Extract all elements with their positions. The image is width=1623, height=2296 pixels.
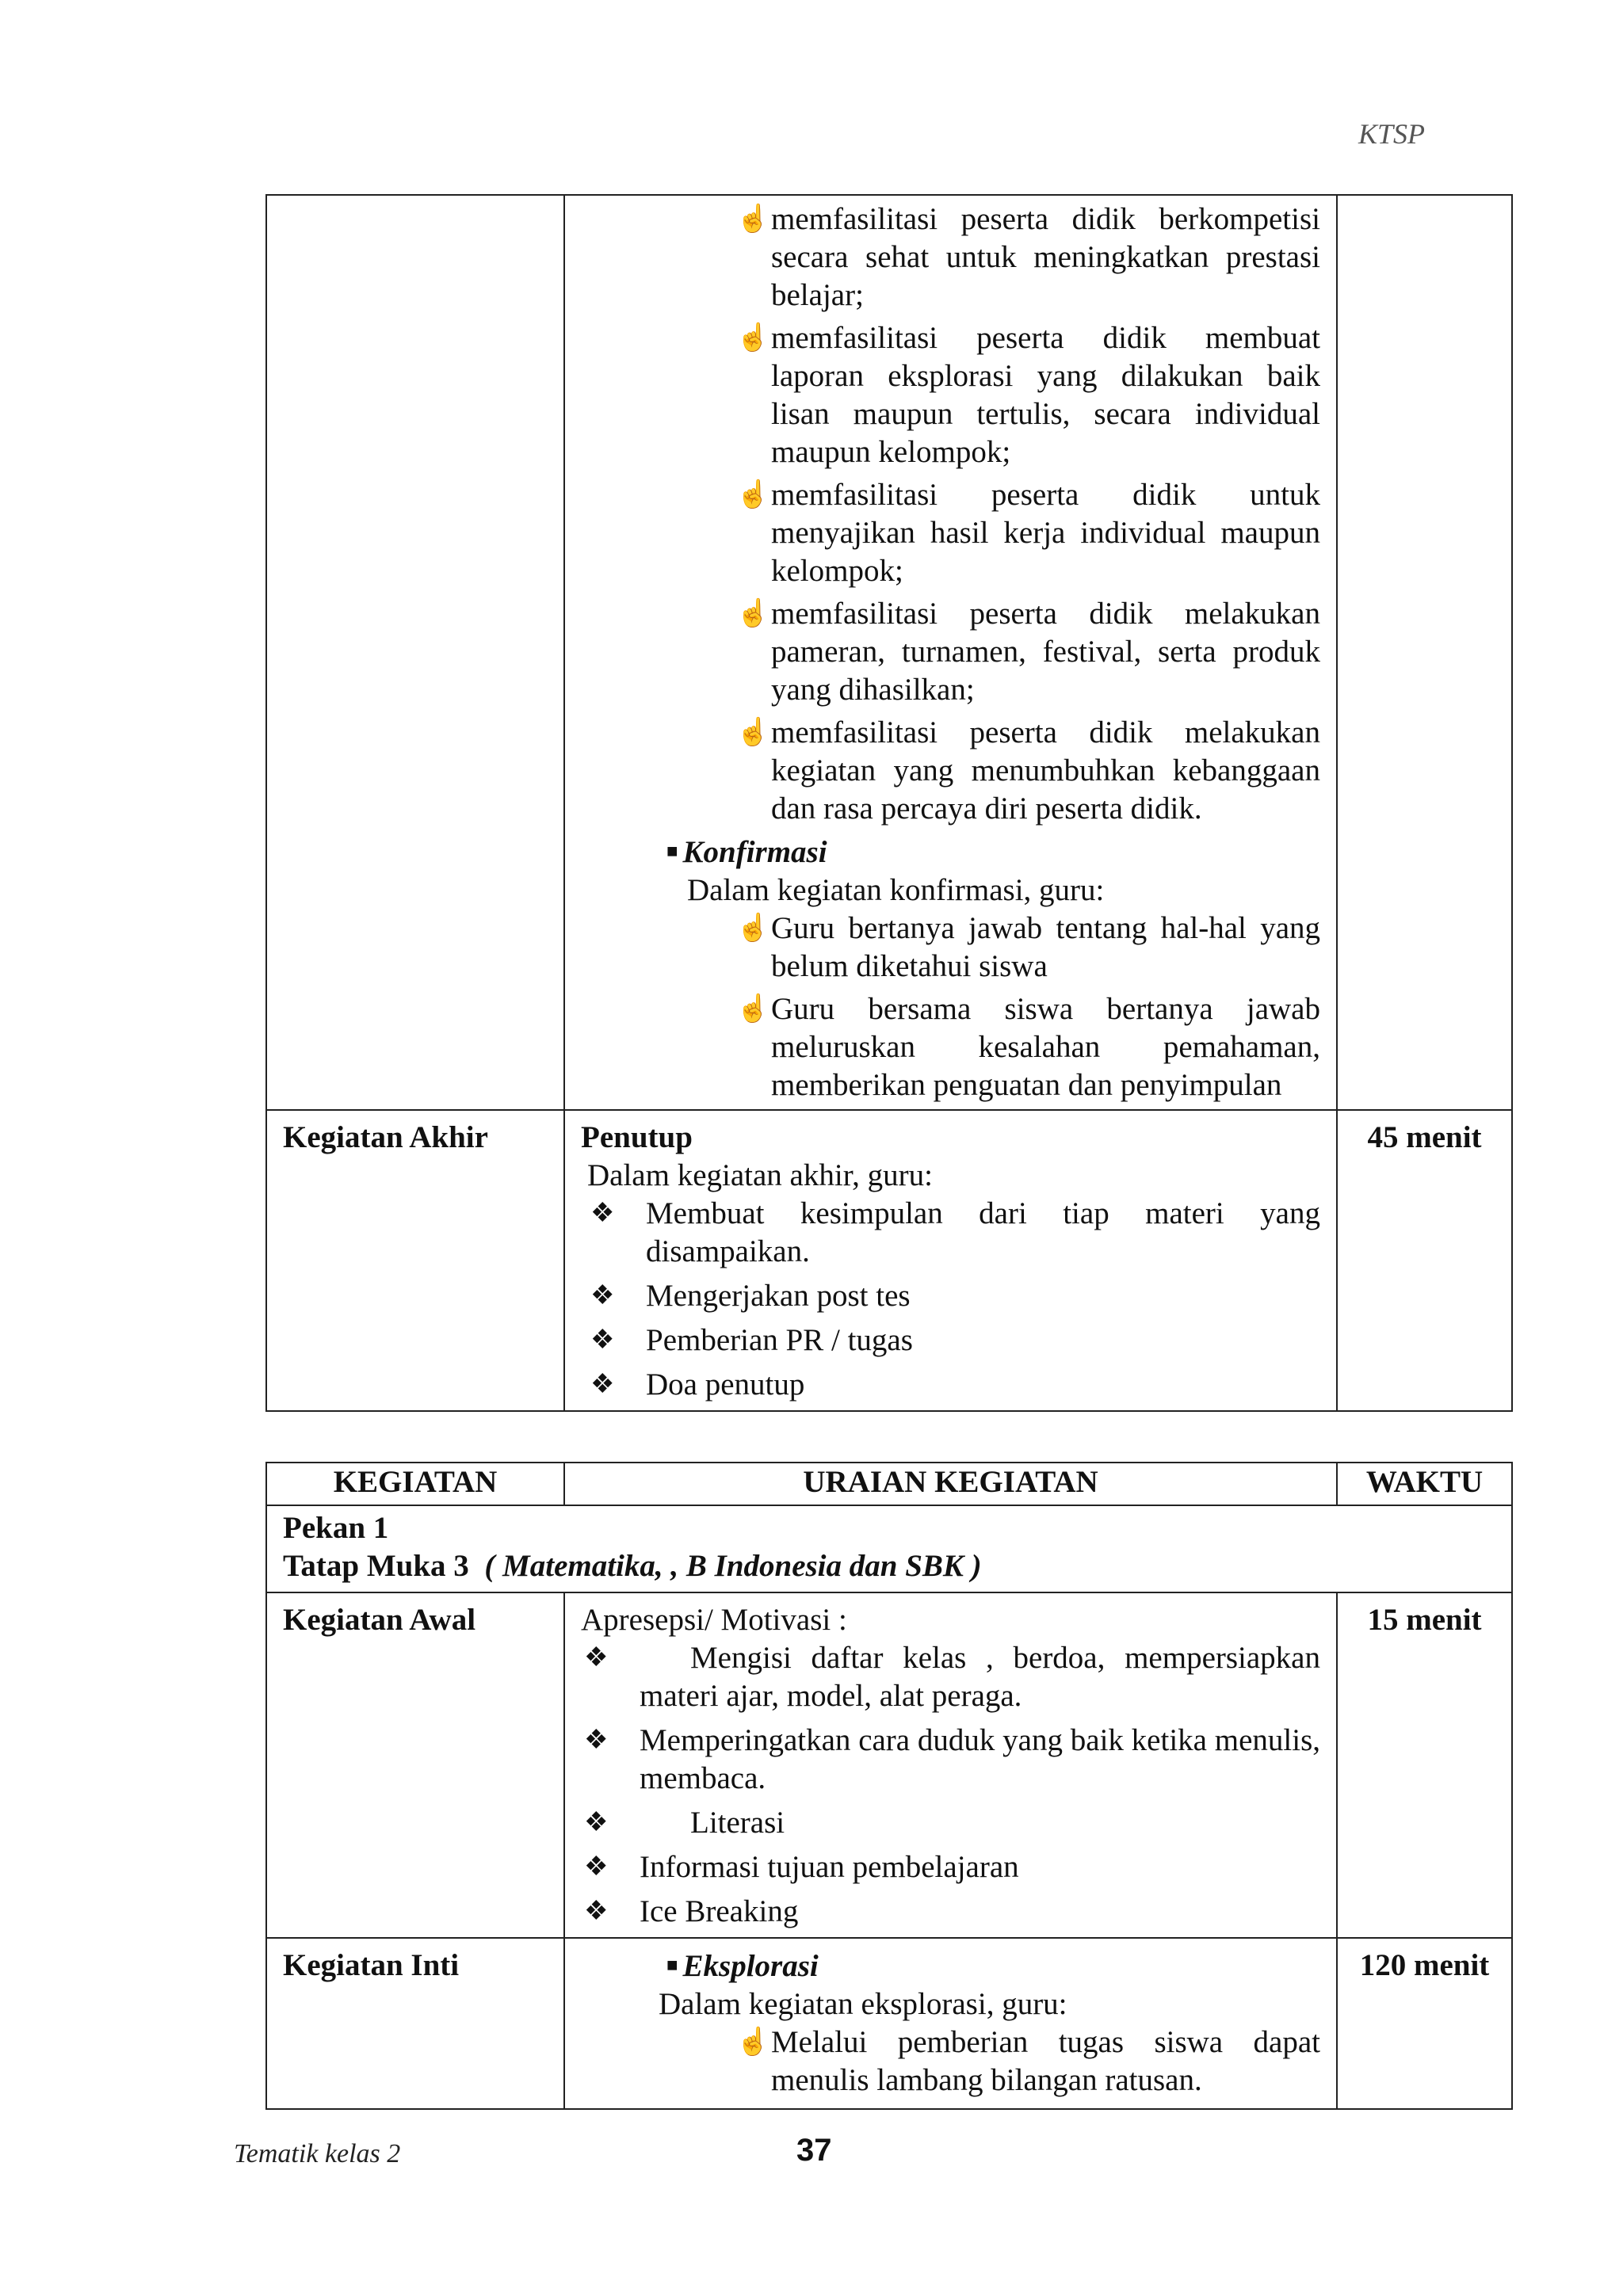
list-item: ❖ Membuat kesimpulan dari tiap materi yang disampaikan. [590,1196,1320,1268]
awal-list [565,1639,1320,1931]
hand-pointer-icon: ☝ [736,204,770,234]
apresepsi-intro: Apresepsi/ Motivasi : [581,1603,847,1637]
list-item: ☝ memfasilitasi peserta didik untuk menyajikan hasil kerja individual maupun kelompok; [736,478,1320,588]
diamond-bullet-icon: ❖ [590,1281,615,1310]
diamond-bullet-icon: ❖ [584,1643,609,1672]
konfirmasi-intro: Dalam kegiatan konfirmasi, guru: [687,873,1105,907]
hand-pointer-icon: ☝ [736,323,770,353]
time-value: 120 menit [1337,1938,1512,2109]
description-cell [564,1938,1337,2109]
list-item: ❖ Literasi [584,1804,1320,1842]
list-item: ☝ Guru bertanya jawab tentang hal-hal yang belum diketahui siswa [736,911,1320,983]
activity-label: Kegiatan Akhir [266,1110,564,1411]
diamond-bullet-icon: ❖ [590,1370,615,1399]
list-item: ❖ Informasi tujuan pembelajaran [584,1848,1320,1886]
hand-pointer-icon: ☝ [736,2027,770,2057]
diamond-bullet-icon: ❖ [590,1199,615,1228]
table-row [266,1110,1512,1411]
hand-pointer-icon: ☝ [736,599,770,628]
hand-pointer-icon: ☝ [736,480,770,509]
lesson-table [265,1462,1513,2110]
session-cell [266,1505,1512,1592]
list-item: ❖ Pemberian PR / tugas [590,1322,1320,1360]
hand-pointer-icon: ☝ [736,913,770,943]
akhir-list [565,1195,1320,1404]
time-value: 15 menit [1337,1592,1512,1938]
list-item: ☝ Guru bersama siswa bertanya jawab meluruskan kesalahan pemahaman, memberikan penguatan dan penyimpulan [736,992,1320,1102]
description-cell [564,1110,1337,1411]
diamond-bullet-icon: ❖ [584,1852,609,1882]
square-bullet-icon: ■ [666,841,678,862]
footer-title: Tematik kelas 2 [234,2139,401,2168]
list-item: ☝ memfasilitasi peserta didik melakukan kegiatan yang menumbuhkan kebanggaan dan rasa percaya diri peserta didik. [736,715,1320,826]
hand-pointer-icon: ☝ [736,994,770,1024]
tatap-muka-label: Tatap Muka 3 ( Matematika, , B Indonesia dan SBK ) [283,1549,982,1583]
header-tag: KTSP [1358,118,1425,150]
table-row [266,1592,1512,1938]
column-header: WAKTU [1337,1463,1512,1505]
diamond-bullet-icon: ❖ [584,1726,609,1755]
time-value: 45 menit [1337,1110,1512,1411]
description-cell [564,1592,1337,1938]
diamond-bullet-icon: ❖ [584,1808,609,1837]
diamond-bullet-icon: ❖ [584,1897,609,1926]
tatap-muka-subjects: ( Matematika, , B Indonesia dan SBK ) [484,1549,982,1583]
pekan-label: Pekan 1 [283,1511,389,1545]
column-header: URAIAN KEGIATAN [564,1463,1337,1505]
penutup-heading: Penutup [581,1120,693,1154]
table-row [266,195,1512,1110]
list-item: ❖ Doa penutup [590,1366,1320,1404]
table-row [266,1938,1512,2109]
eksplorasi-list [565,2023,1320,2100]
list-item: ❖ Mengerjakan post tes [590,1277,1320,1315]
list-item: ☝ Melalui pemberian tugas siswa dapat menulis lambang bilangan ratusan. [736,2025,1320,2097]
konfirmasi-list [565,910,1320,1104]
activity-label: Kegiatan Awal [266,1592,564,1938]
list-item: ❖ Ice Breaking [584,1893,1320,1931]
hand-pointer-icon: ☝ [736,718,770,747]
page-number: 37 [796,2133,832,2168]
square-bullet-icon: ■ [666,1955,678,1976]
list-item: ❖ Memperingatkan cara duduk yang baik ketika menulis, membaca. [584,1723,1320,1795]
eksplorasi-heading: ■ Eksplorasi [666,1949,819,1983]
table-header-row [266,1463,1512,1505]
list-item: ☝ memfasilitasi peserta didik melakukan pameran, turnamen, festival, serta produk yang dihasilkan; [736,597,1320,707]
diamond-bullet-icon: ❖ [590,1325,615,1355]
list-item: ☝ memfasilitasi peserta didik membuat laporan eksplorasi yang dilakukan baik lisan maupun tertulis, secara individual maupun kelompok; [736,321,1320,469]
time-cell [1337,195,1512,1110]
description-cell [564,195,1337,1110]
akhir-intro: Dalam kegiatan akhir, guru: [587,1158,933,1192]
lesson-table-continued [265,194,1513,1412]
list-item: ☝ memfasilitasi peserta didik berkompetisi secara sehat untuk meningkatkan prestasi belajar; [736,202,1320,312]
konfirmasi-heading: ■ Konfirmasi [666,835,827,869]
column-header: KEGIATAN [266,1463,564,1505]
activity-label: Kegiatan Inti [266,1938,564,2109]
table-row [266,1505,1512,1592]
activity-cell [266,195,564,1110]
eksplorasi-intro: Dalam kegiatan eksplorasi, guru: [659,1987,1067,2021]
continued-list [565,200,1320,828]
list-item: ❖ Mengisi daftar kelas , berdoa, mempersiapkan materi ajar, model, alat peraga. [584,1641,1320,1713]
